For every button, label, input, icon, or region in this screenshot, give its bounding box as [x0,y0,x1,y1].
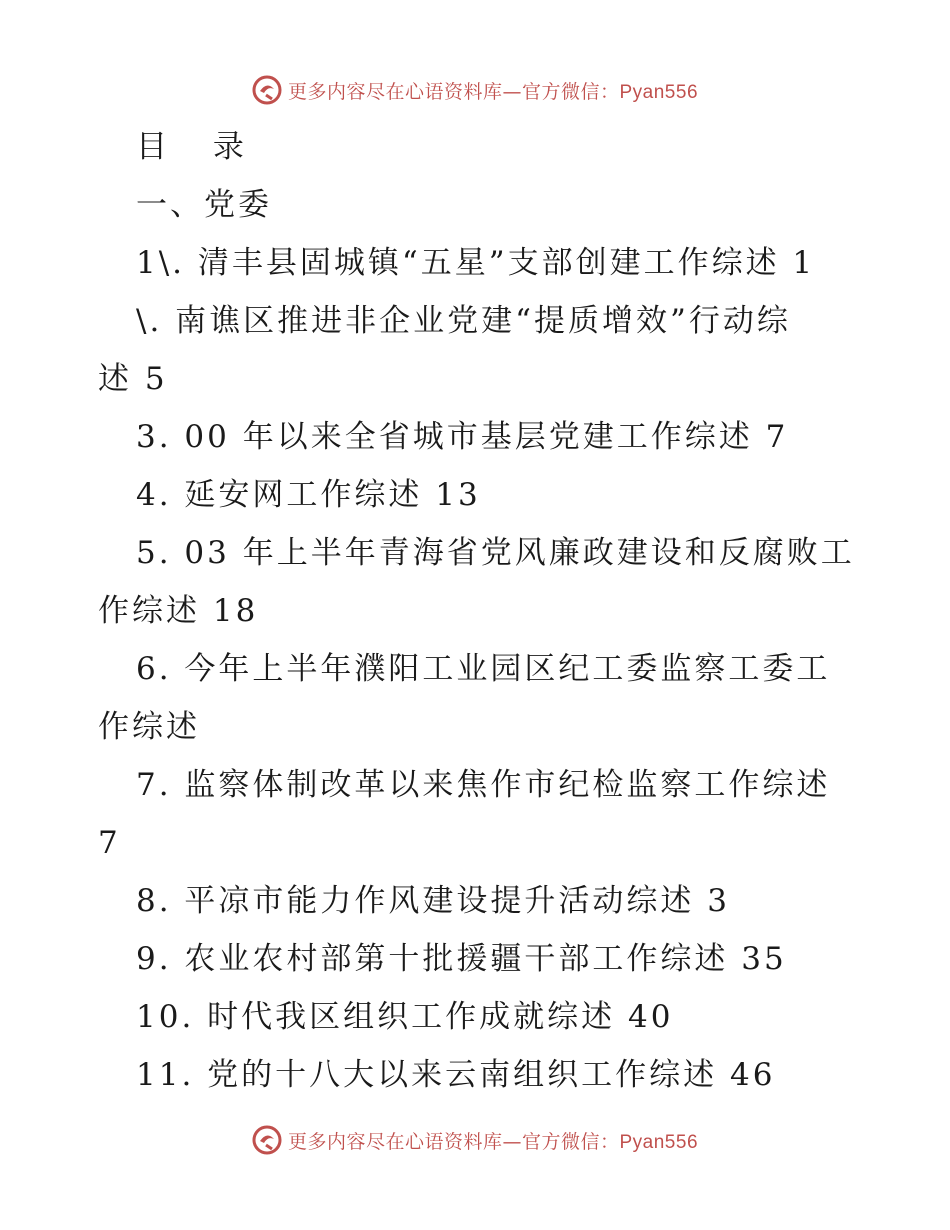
toc-entry-continuation: 作综述 18 [98,593,259,629]
watermark-text [288,77,698,104]
toc-entry: 9. 农业农村部第十批援疆干部工作综述 35 [136,941,787,977]
footer-watermark [0,1120,950,1160]
toc-entry: 1\. 清丰县固城镇“五星”支部创建工作综述 1 [136,245,816,281]
toc-entry: \. 南谯区推进非企业党建“提质增效”行动综 [136,303,791,339]
toc-entry: 7. 监察体制改革以来焦作市纪检监察工作综述 [136,767,831,803]
watermark-caption: 更多内容尽在心语资料库—官方微信： [287,1130,620,1153]
toc-entry: 10. 时代我区组织工作成就综述 40 [136,999,674,1035]
toc-entry: 5. 03 年上半年青海省党风廉政建设和反腐败工 [136,535,855,571]
toc-entry: 11. 党的十八大以来云南组织工作综述 46 [136,1057,776,1093]
watermark-caption: 更多内容尽在心语资料库—官方微信： [287,80,620,103]
watermark-wechat-id: Pyan556 [619,1131,699,1153]
header-watermark [0,70,950,110]
watermark-wechat-id: Pyan556 [619,81,699,103]
toc-entry: 3. 00 年以来全省城市基层党建工作综述 7 [136,419,789,455]
watermark-text [288,1127,698,1154]
toc-entry-continuation: 7 [98,825,121,861]
toc-section-heading: 一、党委 [136,187,272,223]
toc-entry-continuation: 述 5 [98,361,168,397]
toc-entry: 8. 平凉市能力作风建设提升活动综述 3 [136,883,731,919]
swirl-logo-icon [252,1125,282,1155]
table-of-contents [98,118,858,1104]
toc-entry-continuation: 作综述 [98,709,200,745]
toc-entry: 6. 今年上半年濮阳工业园区纪工委监察工委工 [136,651,831,687]
toc-title: 目 录 [136,129,262,165]
swirl-logo-icon [252,75,282,105]
toc-entry: 4. 延安网工作综述 13 [136,477,481,513]
